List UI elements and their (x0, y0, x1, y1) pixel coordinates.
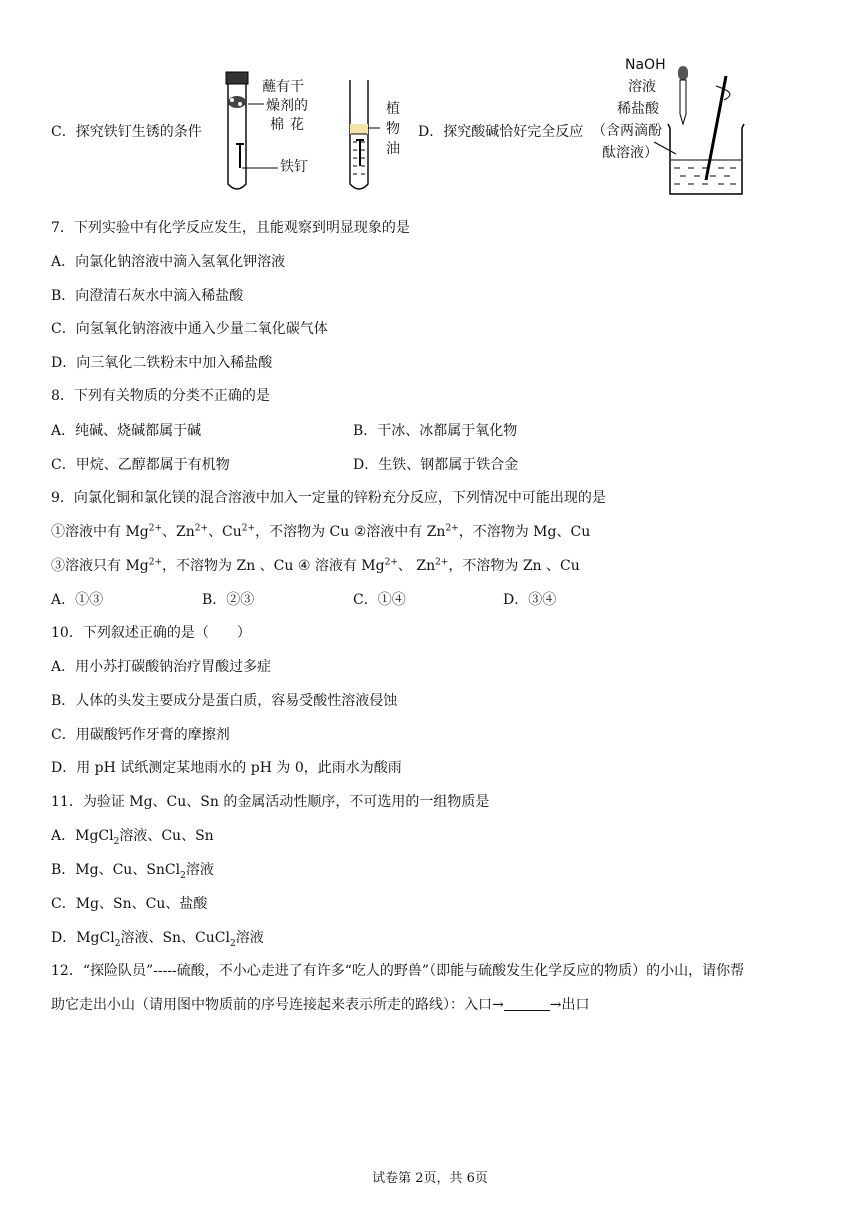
q10-option-c: C．用碳酸钙作牙膏的摩擦剂 (51, 727, 230, 743)
q9-l1-d: ，不溶物为 Cu ②溶液中有 Zn (255, 524, 446, 540)
q8-stem: 8．下列有关物质的分类不正确的是 (51, 388, 270, 404)
fig-label-desiccant-2: 燥剂的 (266, 98, 308, 114)
q11-option-d (51, 928, 264, 948)
q10-option-d: D．用 pH 试纸测定某地雨水的 pH 为 0，此雨水为酸雨 (51, 760, 402, 776)
q8-option-b: B．干冰、冰都属于氧化物 (353, 423, 518, 439)
charge-superscript: 2+ (194, 523, 209, 534)
q9-option-c: C．①④ (353, 592, 406, 608)
q7-option-b: B．向澄清石灰水中滴入稀盐酸 (51, 288, 244, 304)
fig-label-hcl: 稀盐酸 (617, 101, 659, 117)
charge-superscript: 2+ (384, 557, 398, 568)
q11-d-2: 溶液、Sn、CuCl (120, 930, 230, 946)
q11-option-c: C．Mg、Sn、Cu、盐酸 (51, 896, 208, 912)
subscript: 2 (229, 938, 236, 949)
q9-case-line-1 (51, 522, 590, 542)
q9-l2-d: ，不溶物为 Zn 、Cu (448, 558, 580, 574)
q7-option-d: D．向三氧化二铁粉末中加入稀盐酸 (51, 355, 273, 371)
q12-line-2-a: 助它走出小山（请用图中物质前的序号连接起来表示所走的路线）：入口→ (51, 997, 504, 1013)
q9-l1-b: 、Zn (162, 524, 195, 540)
charge-superscript: 2+ (148, 557, 163, 568)
q9-l1-a: ①溶液中有 Mg (51, 524, 149, 540)
fig-label-nail: 铁钉 (280, 159, 308, 175)
charge-superscript: 2+ (435, 557, 449, 568)
q7-option-a: A．向氯化钠溶液中滴入氢氧化钾溶液 (51, 254, 286, 270)
q12-line-2 (51, 995, 589, 1015)
q10-option-a: A．用小苏打碳酸钠治疗胃酸过多症 (51, 659, 272, 675)
q9-l2-b: ，不溶物为 Zn 、Cu ④ 溶液有 Mg (162, 558, 385, 574)
q9-stem: 9．向氯化铜和氯化镁的混合溶液中加入一定量的锌粉充分反应，下列情况中可能出现的是 (51, 490, 606, 506)
q9-l2-c: 、 Zn (397, 558, 436, 574)
q9-option-a: A．①③ (51, 592, 104, 608)
q9-l2-a: ③溶液只有 Mg (51, 558, 149, 574)
q10-option-b: B．人体的头发主要成分是蛋白质，容易受酸性溶液侵蚀 (51, 693, 398, 709)
page-footer: 试卷第 2页，共 6页 (372, 1171, 488, 1186)
rusting-test-tubes-figure (220, 68, 410, 196)
charge-superscript: 2+ (148, 523, 163, 534)
fig-label-oil-2: 物 (386, 121, 400, 137)
fig-label-naoh: NaOH (625, 57, 666, 73)
q12-line-2-b: →出口 (549, 997, 590, 1013)
q8-option-a: A．纯碱、烧碱都属于碱 (51, 423, 202, 439)
q9-option-b: B．②③ (202, 592, 255, 608)
q9-option-d: D．③④ (503, 592, 557, 608)
q12-line-1: 12．“探险队员”-----硫酸，不小心走进了有许多“吃人的野兽”（即能与硫酸发生化学反应的物质）的小山，请你帮 (51, 963, 745, 979)
q11-a-2: 溶液、Cu、Sn (119, 828, 214, 844)
fig-label-oil-3: 油 (386, 141, 400, 157)
q11-stem: 11．为验证 Mg、Cu、Sn 的金属活动性顺序，不可选用的一组物质是 (51, 794, 490, 810)
charge-superscript: 2+ (445, 523, 459, 534)
fig-label-naoh-solution: 溶液 (628, 79, 656, 95)
subscript: 2 (180, 870, 186, 881)
q9-l1-e: ，不溶物为 Mg、Cu (458, 524, 591, 540)
q7-option-c: C．向氢氧化钠溶液中通入少量二氧化碳气体 (51, 321, 328, 337)
subscript: 2 (114, 938, 121, 949)
q9-l1-c: 、Cu (208, 524, 242, 540)
q7-stem: 7．下列实验中有化学反应发生，且能观察到明显现象的是 (51, 220, 410, 236)
q10-stem: 10．下列叙述正确的是（ ） (51, 625, 251, 641)
answer-blank[interactable] (504, 996, 550, 1011)
q11-option-a (51, 826, 214, 846)
q6-option-c: C．探究铁钉生锈的条件 (51, 124, 202, 140)
q11-a-1: A．MgCl (51, 828, 114, 844)
q6-option-d: D．探究酸碱恰好完全反应 (418, 124, 584, 140)
fig-label-desiccant-1: 蘸有干 (262, 79, 304, 95)
q11-b-1: B．Mg、Cu、SnCl (51, 862, 181, 878)
q8-option-c: C．甲烷、乙醇都属于有机物 (51, 457, 230, 473)
q11-option-b (51, 860, 214, 880)
q11-b-2: 溶液 (185, 862, 214, 878)
q8-option-d: D．生铁、钢都属于铁合金 (353, 457, 519, 473)
fig-label-indicator-1: （含两滴酚 (592, 123, 662, 139)
charge-superscript: 2+ (241, 523, 256, 534)
fig-label-oil-1: 植 (386, 101, 400, 117)
fig-label-indicator-2: 酞溶液） (602, 145, 658, 161)
fig-label-cotton: 棉花 (270, 117, 310, 133)
subscript: 2 (113, 836, 120, 847)
q11-d-3: 溶液 (235, 930, 264, 946)
q11-d-1: D．MgCl (51, 930, 115, 946)
q9-case-line-2 (51, 556, 580, 576)
